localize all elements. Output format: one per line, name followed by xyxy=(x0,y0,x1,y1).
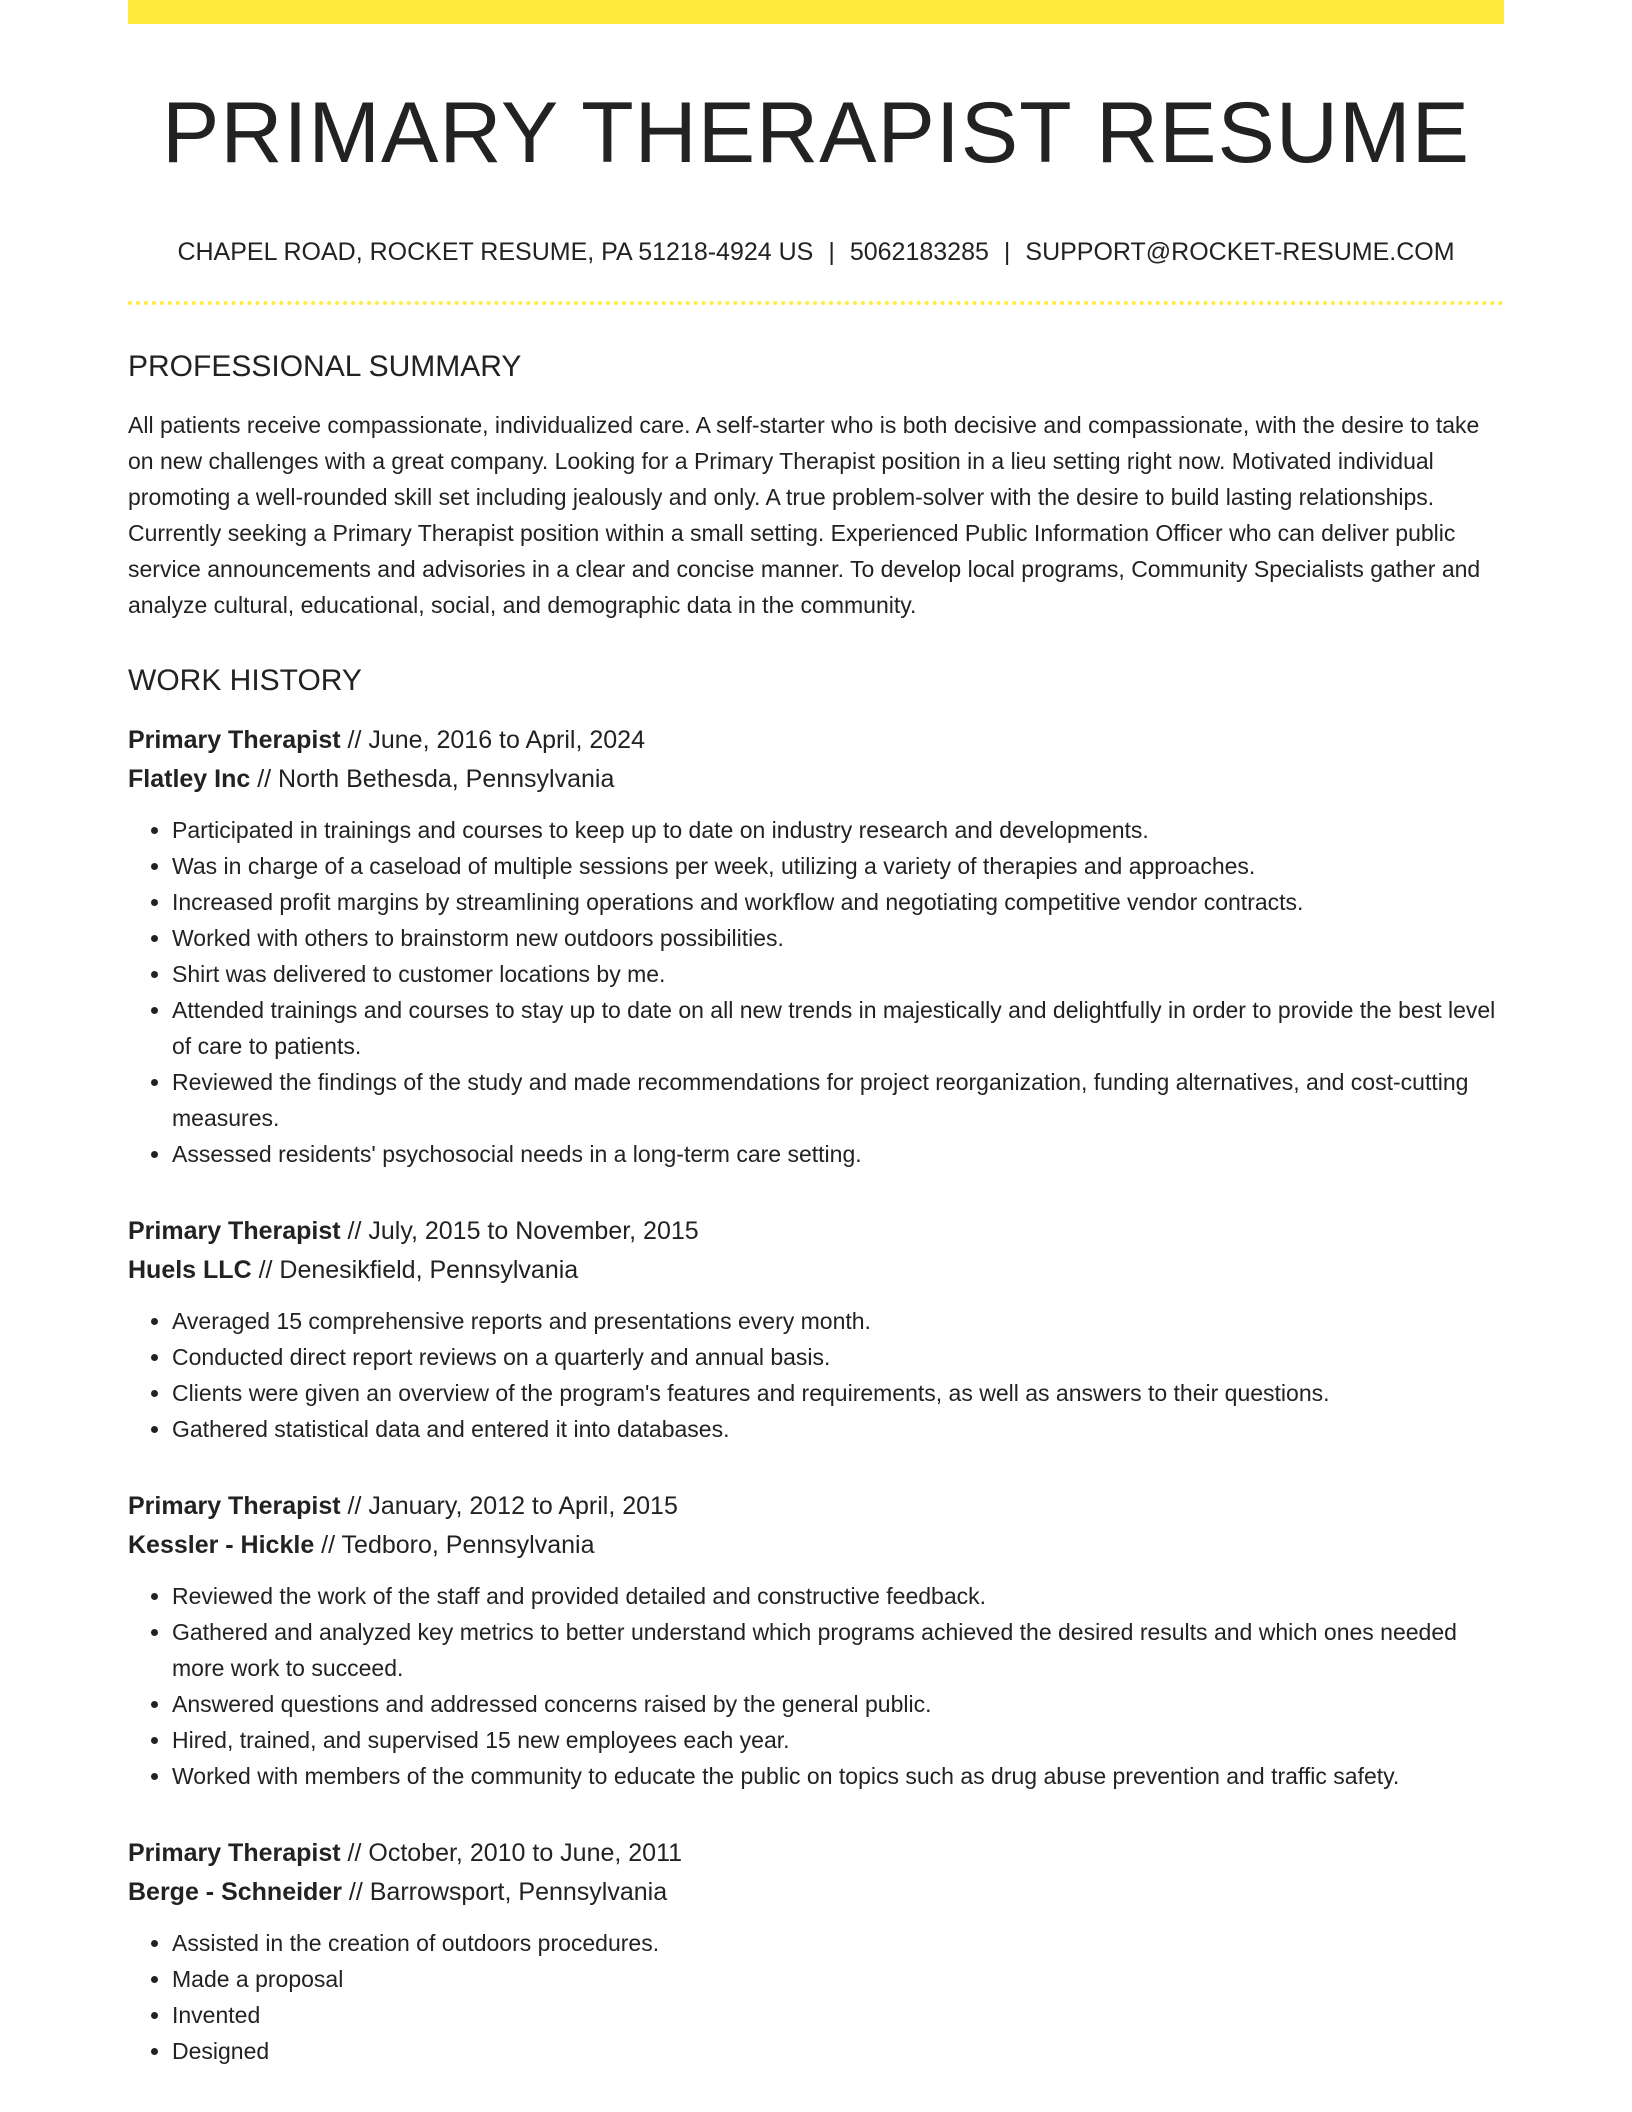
dotted-divider xyxy=(128,301,1504,305)
job-bullet-item: • Made a proposal xyxy=(172,1961,1504,1997)
job-bullet-item: • Clients were given an overview of the program's features and requirements, as well as answers to their questions. xyxy=(172,1375,1504,1411)
job-title: Primary Therapist xyxy=(128,725,341,754)
job-bullets xyxy=(128,1925,1504,2069)
job-bullet-item: • Assisted in the creation of outdoors procedures. xyxy=(172,1925,1504,1961)
job-company-line xyxy=(128,1526,1504,1565)
job-bullet-item: • Conducted direct report reviews on a quarterly and annual basis. xyxy=(172,1339,1504,1375)
job-dates: // October, 2010 to June, 2011 xyxy=(340,1838,683,1867)
job-title: Primary Therapist xyxy=(128,1491,341,1520)
job-bullet-item: • Assessed residents' psychosocial needs in a long-term care setting. xyxy=(172,1136,1504,1172)
job-entry xyxy=(128,1212,1504,1447)
job-title-line xyxy=(128,1212,1504,1251)
job-bullet-item: • Increased profit margins by streamlining operations and workflow and negotiating competitive vendor contracts. xyxy=(172,884,1504,920)
job-dates: // July, 2015 to November, 2015 xyxy=(340,1216,699,1245)
job-company: Flatley Inc xyxy=(128,764,251,793)
contact-phone: 5062183285 xyxy=(849,237,989,266)
job-location: // Tedboro, Pennsylvania xyxy=(314,1530,595,1559)
job-bullet-item: • Designed xyxy=(172,2033,1504,2069)
summary-text: All patients receive compassionate, individualized care. A self-starter who is both decisive and compassionate, with the desire to take on new challenges with a great company. Looking for a Primary Therapist position in a lieu setting right now. Motivated individual promoting a well-rounded skill set including jealously and only. A true problem-solver with the desire to build lasting relationships. Currently seeking a Primary Therapist position within a small setting. Experienced Public Information Officer who can deliver public service announcements and advisories in a clear and concise manner. To develop local programs, Community Specialists gather and analyze cultural, educational, social, and demographic data in the community. xyxy=(128,411,1481,618)
job-entry xyxy=(128,721,1504,1172)
work-history-list xyxy=(128,721,1504,2069)
contact-email: SUPPORT@ROCKET-RESUME.COM xyxy=(1025,237,1455,266)
job-bullet-item: • Worked with others to brainstorm new outdoors possibilities. xyxy=(172,920,1504,956)
job-bullet-item: • Answered questions and addressed concerns raised by the general public. xyxy=(172,1686,1504,1722)
resume-page xyxy=(128,0,1504,2069)
job-entry xyxy=(128,1487,1504,1794)
job-bullet-item: • Averaged 15 comprehensive reports and presentations every month. xyxy=(172,1303,1504,1339)
summary-heading: PROFESSIONAL SUMMARY xyxy=(128,349,522,383)
job-title-line xyxy=(128,1487,1504,1526)
job-title-line xyxy=(128,1834,1504,1873)
job-bullet-item: • Invented xyxy=(172,1997,1504,2033)
job-title: Primary Therapist xyxy=(128,1216,341,1245)
job-entry xyxy=(128,1834,1504,2069)
job-company-line xyxy=(128,1251,1504,1290)
job-company-line xyxy=(128,1873,1504,1912)
contact-address: CHAPEL ROAD, ROCKET RESUME, PA 51218-4924 US xyxy=(177,237,814,266)
job-bullet-item: • Shirt was delivered to customer locations by me. xyxy=(172,956,1504,992)
job-dates: // June, 2016 to April, 2024 xyxy=(340,725,645,754)
job-company: Huels LLC xyxy=(128,1255,252,1284)
job-bullet-item: • Was in charge of a caseload of multiple sessions per week, utilizing a variety of therapies and approaches. xyxy=(172,848,1504,884)
job-company: Berge - Schneider xyxy=(128,1877,342,1906)
page-title: PRIMARY THERAPIST RESUME xyxy=(162,85,1470,181)
job-dates: // January, 2012 to April, 2015 xyxy=(340,1491,678,1520)
job-bullet-item: • Gathered and analyzed key metrics to better understand which programs achieved the desired results and which ones needed more work to succeed. xyxy=(172,1614,1504,1686)
contact-line xyxy=(128,237,1504,267)
job-bullet-item: • Hired, trained, and supervised 15 new employees each year. xyxy=(172,1722,1504,1758)
job-bullets xyxy=(128,1578,1504,1794)
job-bullets xyxy=(128,1303,1504,1447)
job-title-line xyxy=(128,721,1504,760)
job-bullet-item: • Reviewed the work of the staff and provided detailed and constructive feedback. xyxy=(172,1578,1504,1614)
job-company-line xyxy=(128,760,1504,799)
job-bullet-item: • Reviewed the findings of the study and made recommendations for project reorganization, funding alternatives, and cost-cutting measures. xyxy=(172,1064,1504,1136)
job-title: Primary Therapist xyxy=(128,1838,341,1867)
job-bullet-item: • Attended trainings and courses to stay up to date on all new trends in majestically and delightfully in order to provide the best level of care to patients. xyxy=(172,992,1504,1064)
work-history-heading: WORK HISTORY xyxy=(128,663,362,697)
accent-top-bar xyxy=(128,0,1504,24)
contact-separator: | xyxy=(1003,237,1011,266)
job-bullets xyxy=(128,812,1504,1172)
contact-separator: | xyxy=(828,237,835,266)
job-bullet-item: • Worked with members of the community to educate the public on topics such as drug abuse prevention and traffic safety. xyxy=(172,1758,1504,1794)
job-bullet-item: • Participated in trainings and courses to keep up to date on industry research and developments. xyxy=(172,812,1504,848)
job-company: Kessler - Hickle xyxy=(128,1530,315,1559)
job-bullet-item: • Gathered statistical data and entered it into databases. xyxy=(172,1411,1504,1447)
job-location: // Barrowsport, Pennsylvania xyxy=(341,1877,668,1906)
job-location: // Denesikfield, Pennsylvania xyxy=(251,1255,579,1284)
job-location: // North Bethesda, Pennsylvania xyxy=(250,764,615,793)
